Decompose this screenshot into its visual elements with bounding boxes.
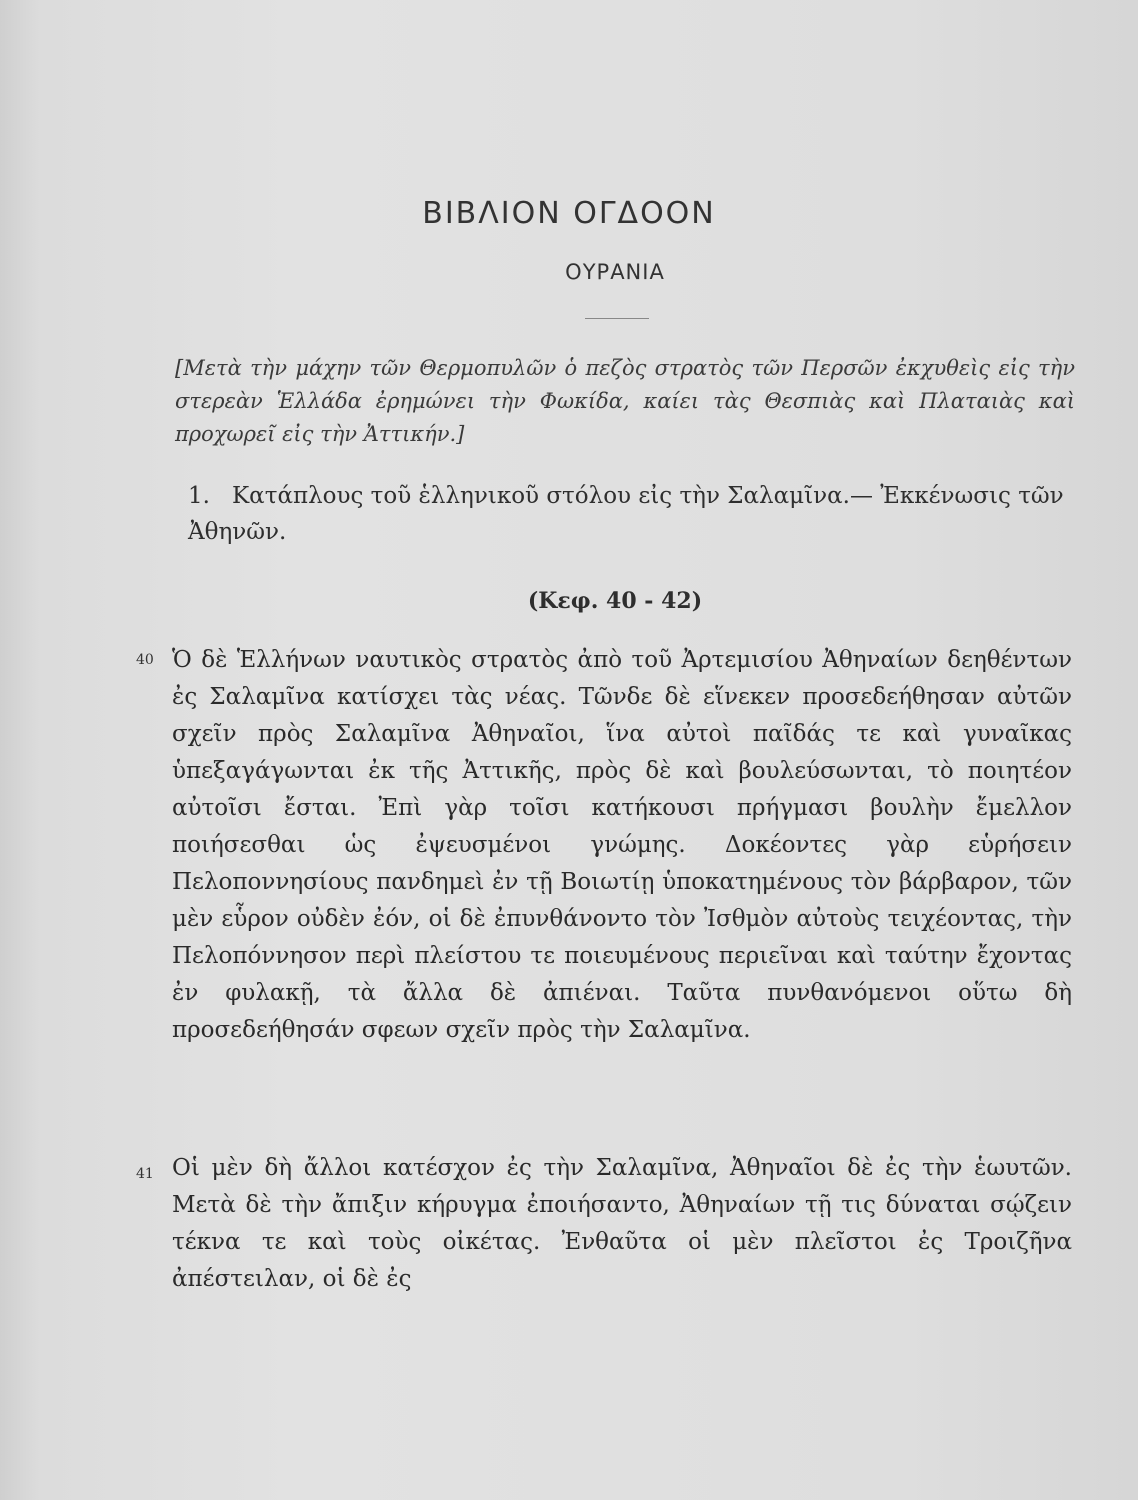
paragraph-text: Οἱ μὲν δὴ ἄλλοι κατέσχον ἐς τὴν Σαλαμῖνα, Ἀθηναῖοι δὲ ἐς τὴν ἑωυτῶν. Μετὰ δὲ τὴν ἄπιξιν κήρυγμα ἐποιήσαντο, Ἀθηναίων τῇ τις δύναται σῴζειν τέκνα τε καὶ τοὺς οἰκέτας. Ἐνθαῦτα οἱ μὲν πλεῖστοι ἐς Τροιζῆνα ἀπέστειλαν, οἱ δὲ ἐς bbox=[172, 1155, 1072, 1292]
paragraph-text: Ὁ δὲ Ἑλλήνων ναυτικὸς στρατὸς ἀπὸ τοῦ Ἀρτεμισίου Ἀθηναίων δεηθέντων ἐς Σαλαμῖνα κατίσχει τὰς νέας. Τῶνδε δὲ εἵνεκεν προσεδεήθησαν αὐτῶν σχεῖν πρὸς Σαλαμῖνα Ἀθηναῖοι, ἵνα αὐτοὶ παῖδάς τε καὶ γυναῖκας ὑπεξαγάγωνται ἐκ τῆς Ἀττικῆς, πρὸς δὲ καὶ βουλεύσωνται, τὸ ποιητέον αὐτοῖσι ἔσται. Ἐπὶ γὰρ τοῖσι κατήκουσι πρήγμασι βουλὴν ἔμελλον ποιήσεσθαι ὡς ἐψευσμένοι γνώμης. Δοκέοντες γὰρ εὑρήσειν Πελοποννησίους πανδημεὶ ἐν τῇ Βοιωτίῃ ὑποκατημένους τὸν βάρβαρον, τῶν μὲν εὗρον οὐδὲν ἐόν, οἱ δὲ ἐπυνθάνοντο τὸν Ἰσθμὸν αὐτοὺς τειχέοντας, τὴν Πελοπόννησον περὶ πλείστου τε ποιευμένους περιεῖναι καὶ ταύτην ἔχοντας ἐν φυλακῇ, τὰ ἄλλα δὲ ἀπιέναι. Ταῦτα πυνθανόμενοι οὕτω δὴ προσεδεήθησάν σφεων σχεῖν πρὸς τὴν Σαλαμῖνα. bbox=[172, 647, 1072, 1043]
section-title: Κατάπλους τοῦ ἑλληνικοῦ στόλου εἰς τὴν Σαλαμῖνα.— Ἐκκένωσις τῶν Ἀθηνῶν. bbox=[188, 483, 1064, 545]
chapter-reference: (Κεφ. 40 - 42) bbox=[527, 588, 703, 614]
paragraph-number: 40 bbox=[136, 652, 154, 668]
section-heading bbox=[188, 478, 1068, 550]
book-title: ΒΙΒΛΙΟΝ ΟΓΔΟΟΝ bbox=[422, 196, 716, 231]
section-number: 1. bbox=[188, 483, 210, 509]
book-subtitle: ΟΥΡΑΝΙΑ bbox=[565, 260, 665, 284]
chapter-summary: [Μετὰ τὴν μάχην τῶν Θερμοπυλῶν ὁ πεζὸς στρατὸς τῶν Περσῶν ἐκχυθεὶς εἰς τὴν στερεὰν Ἑλλάδα ἐρημώνει τὴν Φωκίδα, καίει τὰς Θεσπιὰς καὶ Πλαταιὰς καὶ προχωρεῖ εἰς τὴν Ἀττικήν.] bbox=[175, 356, 1075, 446]
paragraph-number: 41 bbox=[136, 1166, 154, 1182]
title-divider bbox=[585, 318, 649, 319]
